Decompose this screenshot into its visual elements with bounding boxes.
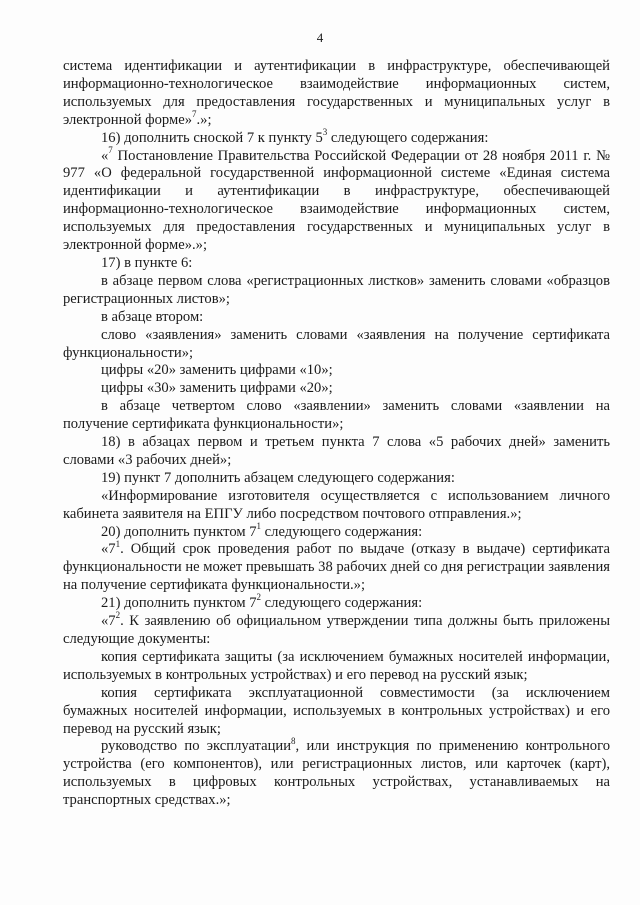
item-19-text: «Информирование изготовителя осуществляется с использованием личного кабинета заявителя на ЕПГУ либо посредством почтового отправления.»; bbox=[63, 487, 610, 522]
superscript: 2 bbox=[115, 610, 121, 621]
footnote-ref: 8 bbox=[291, 735, 296, 746]
item-17-digits-20: цифры «20» заменить цифрами «10»; bbox=[101, 362, 333, 379]
item-17-para-1: в абзаце первом слова «регистрационных листков» заменить словами «образцов регистрационных листов»; bbox=[63, 272, 610, 307]
superscript: 3 bbox=[322, 126, 328, 137]
footnote-7-text: «$^7$ Постановление Правительства Российской Федерации от 28 ноября 2011 г. № 977 «О федеральной государственной информационной системе «Единая система идентификации и аутентификации в инфраструктуре, обеспечивающей информационно-технологическое взаимодействие информационных систем, используемых для предоставления государственных и муниципальных услуг в электронной форме».»; bbox=[63, 144, 610, 254]
superscript: 1 bbox=[256, 520, 262, 531]
document-list-item-1: копия сертификата защиты (за исключением бумажных носителей информации, используемых в контрольных устройствах) и его перевод на русский язык; bbox=[63, 648, 610, 683]
item-21: 21) дополнить пунктом $7^2$ следующего содержания: bbox=[101, 592, 423, 612]
page-number: 4 bbox=[316, 30, 324, 45]
item-18: 18) в абзацах первом и третьем пункта 7 слова «5 рабочих дней» заменить словами «3 рабочих дней»; bbox=[63, 434, 610, 468]
footnote-ref: 7 bbox=[192, 108, 197, 119]
item-19: 19) пункт 7 дополнить абзацем следующего содержания: bbox=[101, 469, 455, 486]
item-20-text: «$7^1$. Общий срок проведения работ по выдаче (отказу в выдаче) сертификата функциональности не может превышать 38 рабочих дней со дня регистрации заявления на получение сертификата функциональности.»; bbox=[63, 538, 610, 594]
item-17-para-2: в абзаце втором: bbox=[101, 308, 204, 325]
superscript: 7 bbox=[108, 144, 113, 155]
document-list-item-3: руководство по эксплуатации$^8$, или инструкция по применению контрольного устройства (его компонентов), или регистрационных листов, или карточек (карт), используемых в цифровых контрольных устройствах, устанавливаемых на транспортных средствах.»; bbox=[63, 735, 610, 809]
item-17: 17) в пункте 6: bbox=[101, 254, 193, 271]
superscript: 2 bbox=[256, 592, 262, 603]
item-20: 20) дополнить пунктом $7^1$ следующего содержания: bbox=[101, 520, 423, 540]
item-17-digits-30: цифры «30» заменить цифрами «20»; bbox=[101, 380, 333, 397]
item-16: 16) дополнить сноской 7 к пункту $5^3$ следующего содержания: bbox=[101, 126, 489, 146]
document-list-item-2: копия сертификата эксплуатационной совместимости (за исключением бумажных носителей информации, используемых в контрольных устройствах) и его перевод на русский язык; bbox=[63, 684, 610, 737]
superscript: 1 bbox=[115, 538, 121, 549]
document-body bbox=[63, 58, 610, 810]
item-17-word-replace: слово «заявления» заменить словами «заявления на получение сертификата функциональности»; bbox=[63, 326, 610, 361]
paragraph-1: система идентификации и аутентификации в инфраструктуре, обеспечивающей информационно-технологическое взаимодействие информационных систем, используемых для предоставления государственных и муниципальных услуг в электронной форме»$^7$.»; bbox=[63, 58, 610, 128]
item-21-text: «$7^2$. К заявлению об официальном утверждении типа должны быть приложены следующие документы: bbox=[63, 610, 610, 647]
item-17-para-4: в абзаце четвертом слово «заявлении» заменить словами «заявлении на получение сертификата функциональности»; bbox=[63, 398, 610, 433]
